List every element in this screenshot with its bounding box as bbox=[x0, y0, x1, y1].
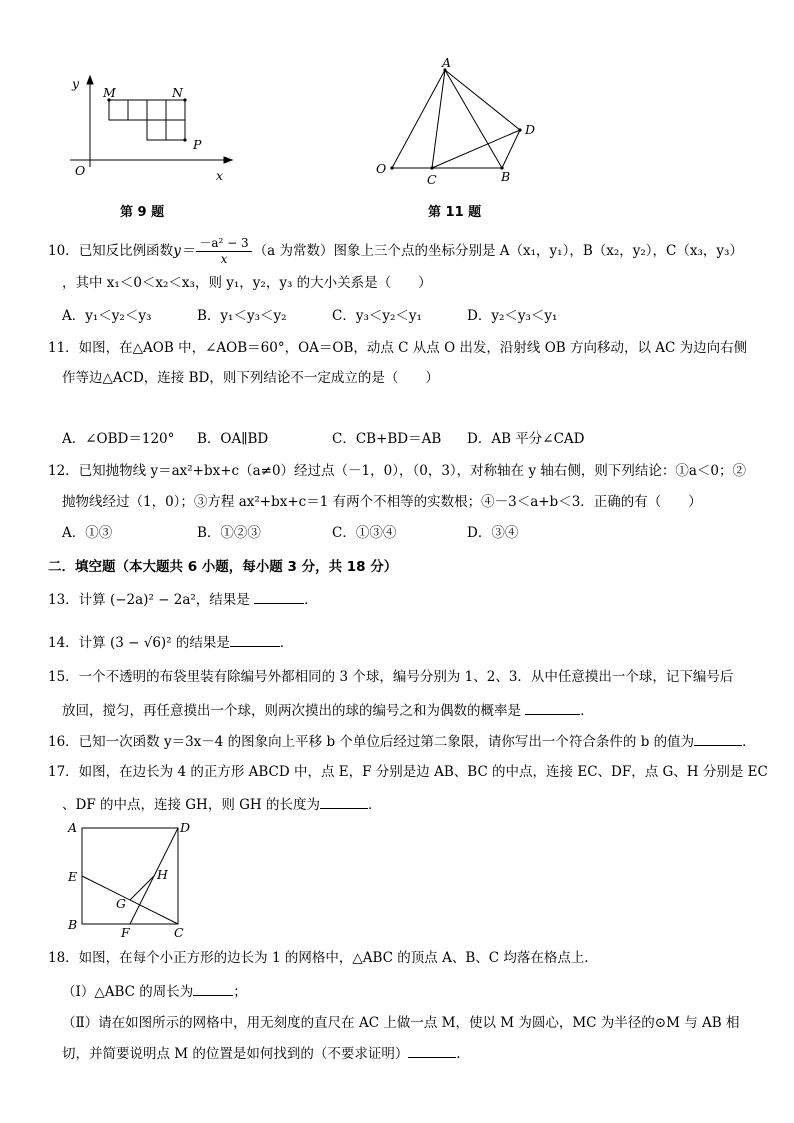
fig9-label-p: P bbox=[193, 137, 202, 152]
fig17-label-b: B bbox=[68, 917, 78, 932]
q17-line1: 17．如图，在边长为 4 的正方形 ABCD 中，点 E，F 分别是边 AB、BC 的中点，连接 EC、DF，点 G、H 分别是 EC bbox=[48, 764, 768, 780]
q18-part2-end: ． bbox=[456, 1046, 470, 1062]
q12-option-d[interactable]: D．③④ bbox=[467, 525, 519, 541]
q13-end: ． bbox=[304, 592, 318, 608]
fig11-label-b: B bbox=[501, 169, 511, 184]
q15-answer-blank[interactable] bbox=[525, 700, 580, 715]
fig9-label-x: x bbox=[216, 168, 224, 183]
q10-num: 10． bbox=[48, 243, 79, 259]
q11-line2: 作等边△ACD，连接 BD，则下列结论不一定成立的是（ ） bbox=[62, 370, 439, 386]
fig9-label-m: M bbox=[103, 85, 116, 100]
fig9-label-y: y bbox=[72, 76, 80, 91]
fig11-label-o: O bbox=[376, 161, 387, 176]
q14-answer-blank[interactable] bbox=[230, 632, 280, 647]
q16 bbox=[48, 731, 756, 752]
fig17-label-c: C bbox=[174, 925, 184, 940]
q18-part2-line2 bbox=[62, 1043, 470, 1064]
fig11-label-d: D bbox=[525, 122, 536, 137]
q17-end: ． bbox=[367, 797, 382, 813]
q14 bbox=[48, 632, 293, 653]
fig17-label-d: D bbox=[180, 820, 191, 835]
q10-post: （a 为常数）图象上三个点的坐标分别是 A（x₁，y₁），B（x₂，y₂），C（x₃，y₃） bbox=[253, 243, 743, 259]
q12-line2: 抛物线经过（1，0）；③方程 ax²+bx+c＝1 有两个不相等的实数根；④－3＜a+b＜3．正确的有（ ） bbox=[62, 494, 702, 510]
q12-line1: 12．已知抛物线 y＝ax²+bx+c（a≠0）经过点（－1，0），（0，3），对称轴在 y 轴右侧，则下列结论：①a＜0；② bbox=[48, 463, 747, 479]
q14-text: 14．计算 (3 − √6)² 的结果是 bbox=[48, 635, 230, 651]
q10-func-y: y＝ bbox=[173, 243, 195, 259]
q15-line2 bbox=[62, 700, 594, 721]
q10-options bbox=[62, 306, 602, 326]
q10-option-c[interactable]: C．y₃＜y₂＜y₁ bbox=[332, 308, 422, 324]
section2-heading: 二．填空题（本大题共 6 小题，每小题 3 分，共 18 分） bbox=[48, 559, 398, 575]
fig17-label-g: G bbox=[116, 896, 126, 911]
q10-option-a[interactable]: A．y₁＜y₂＜y₃ bbox=[62, 308, 152, 324]
q10-line1 bbox=[48, 236, 743, 264]
fig17-label-e: E bbox=[68, 869, 78, 884]
q16-text: 16．已知一次函数 y＝3x－4 的图象向上平移 b 个单位后经过第二象限，请你写出一个符合条件的 b 的值为 bbox=[48, 734, 695, 750]
q13-answer-blank[interactable] bbox=[254, 589, 304, 604]
q18-part1-answer-blank[interactable] bbox=[193, 981, 233, 996]
q11-option-d[interactable]: D．AB 平分∠CAD bbox=[467, 431, 585, 447]
q11-option-b[interactable]: B．OA∥BD bbox=[197, 431, 269, 447]
fig11-caption: 第 11 题 bbox=[428, 205, 482, 220]
q15-text: 放回，搅匀，再任意摸出一个球，则两次摸出的球的编号之和为偶数的概率是 bbox=[62, 703, 521, 719]
fig11-diagram bbox=[370, 55, 540, 190]
q10-pre: 已知反比例函数 bbox=[78, 243, 174, 259]
q12-option-b[interactable]: B．①②③ bbox=[197, 525, 261, 541]
fig9-diagram bbox=[60, 72, 245, 187]
q13 bbox=[48, 589, 318, 610]
q18-line1: 18．如图，在每个小正方形的边长为 1 的网格中，△ABC 的顶点 A、B、C 均落在格点上． bbox=[48, 950, 598, 966]
q12-option-c[interactable]: C．①③④ bbox=[332, 525, 397, 541]
fig9-label-o: O bbox=[75, 163, 86, 178]
q18-part1-text: （Ⅰ）△ABC 的周长为 bbox=[62, 984, 194, 1000]
fig17-label-h: H bbox=[157, 867, 168, 882]
q11-option-c[interactable]: C．CB+BD＝AB bbox=[332, 431, 442, 447]
q10-line2: ，其中 x₁＜0＜x₂＜x₃，则 y₁，y₂，y₃ 的大小关系是（ ） bbox=[62, 275, 432, 291]
q11-options bbox=[62, 429, 602, 449]
fig11-label-a: A bbox=[442, 55, 452, 70]
q15-line1: 15．一个不透明的布袋里装有除编号外都相同的 3 个球，编号分别为 1、2、3．从中任意摸出一个球，记下编号后 bbox=[48, 669, 734, 685]
q18-part2-text: 切，并简要说明点 M 的位置是如何找到的（不要求证明） bbox=[62, 1046, 409, 1062]
q12-option-a[interactable]: A．①③ bbox=[62, 525, 113, 541]
fig11-label-c: C bbox=[427, 172, 437, 187]
q18-part2-answer-blank[interactable] bbox=[408, 1043, 456, 1058]
fig17-diagram bbox=[60, 815, 200, 941]
fig9-caption: 第 9 题 bbox=[120, 205, 165, 220]
q10-option-d[interactable]: D．y₂＜y₃＜y₁ bbox=[467, 308, 558, 324]
q11-line1: 11．如图，在△AOB 中，∠AOB＝60°，OA＝OB，动点 C 从点 O 出发，沿射线 OB 方向移动，以 AC 为边向右侧 bbox=[48, 340, 748, 356]
q11-option-a[interactable]: A．∠OBD＝120° bbox=[62, 431, 175, 447]
fig17-label-a: A bbox=[68, 820, 78, 835]
q10-frac-den: x bbox=[220, 252, 228, 266]
q14-end: ． bbox=[279, 635, 294, 651]
q18-part1 bbox=[62, 981, 247, 1002]
q17-answer-blank[interactable] bbox=[320, 794, 368, 809]
q18-part2-line1: （Ⅱ）请在如图所示的网格中，用无刻度的直尺在 AC 上做一点 M，使以 M 为圆心，MC 为半径的⊙M 与 AB 相 bbox=[62, 1015, 740, 1031]
q17-text: 、DF 的中点，连接 GH，则 GH 的长度为 bbox=[62, 797, 320, 813]
q10-option-b[interactable]: B．y₁＜y₃＜y₂ bbox=[197, 308, 287, 324]
q17-line2 bbox=[62, 794, 381, 815]
q15-end: ． bbox=[580, 703, 594, 719]
q18-part1-end: ； bbox=[233, 984, 247, 1000]
q12-options bbox=[62, 523, 602, 543]
q13-text: 13．计算 (−2a)² − 2a²，结果是 bbox=[48, 592, 250, 608]
q10-frac-num: －a² − 3 bbox=[196, 236, 251, 252]
q16-end: ． bbox=[742, 734, 756, 750]
q16-answer-blank[interactable] bbox=[694, 731, 742, 746]
fig17-label-f: F bbox=[121, 925, 130, 940]
q10-fraction bbox=[196, 236, 251, 267]
fig9-label-n: N bbox=[172, 85, 183, 100]
